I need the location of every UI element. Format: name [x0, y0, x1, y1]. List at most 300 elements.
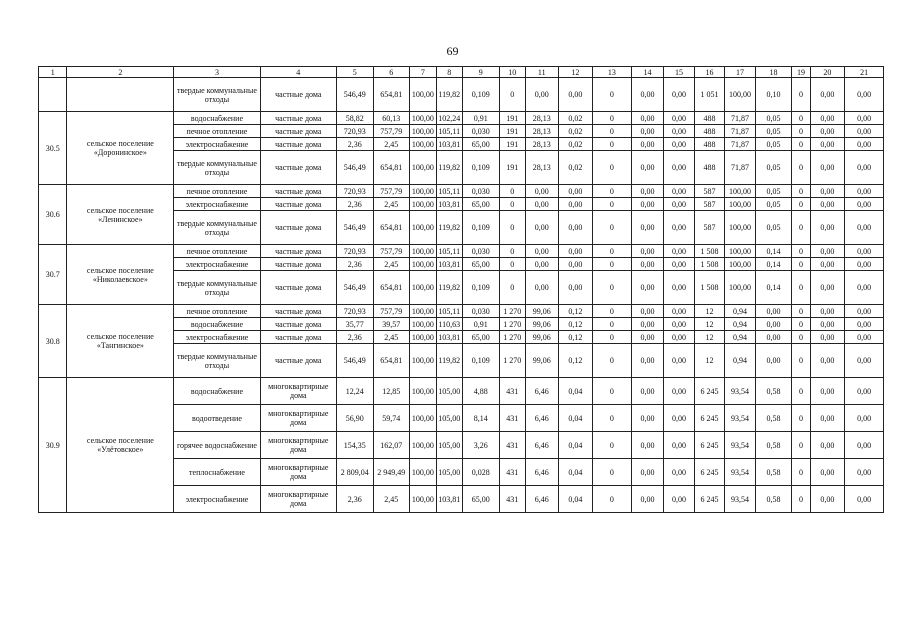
value-cell: 2 949,49	[373, 459, 410, 486]
value-cell: 12	[694, 318, 725, 331]
value-cell: 0,02	[558, 125, 593, 138]
value-cell: 0	[792, 211, 810, 245]
value-cell: 105,11	[436, 125, 462, 138]
service-name: твердые коммунальные отходы	[174, 211, 260, 245]
value-cell: 488	[694, 125, 725, 138]
housing-type: многоквартирные дома	[260, 486, 336, 513]
value-cell: 0,00	[631, 405, 664, 432]
value-cell: 0,00	[755, 305, 792, 318]
value-cell: 100,00	[410, 459, 436, 486]
value-cell: 0	[499, 245, 525, 258]
value-cell: 0,00	[845, 112, 884, 125]
value-cell: 0,00	[845, 245, 884, 258]
value-cell: 60,13	[373, 112, 410, 125]
value-cell: 0,00	[631, 125, 664, 138]
housing-type: частные дома	[260, 211, 336, 245]
value-cell: 0,94	[725, 305, 756, 318]
value-cell: 100,00	[410, 486, 436, 513]
value-cell: 58,82	[336, 112, 373, 125]
service-name: водоснабжение	[174, 318, 260, 331]
value-cell: 65,00	[462, 486, 499, 513]
column-number: 17	[725, 67, 756, 78]
value-cell: 488	[694, 138, 725, 151]
value-cell: 6 245	[694, 486, 725, 513]
value-cell: 12,24	[336, 378, 373, 405]
value-cell: 0,00	[810, 271, 845, 305]
value-cell: 0,94	[725, 331, 756, 344]
value-cell: 0,05	[755, 125, 792, 138]
value-cell: 0,00	[810, 245, 845, 258]
value-cell: 0	[593, 245, 632, 258]
service-name: электроснабжение	[174, 331, 260, 344]
value-cell: 0,94	[725, 318, 756, 331]
value-cell: 3,26	[462, 432, 499, 459]
value-cell: 587	[694, 211, 725, 245]
value-cell: 0	[593, 151, 632, 185]
value-cell: 0	[792, 151, 810, 185]
value-cell: 0,58	[755, 432, 792, 459]
value-cell: 0,00	[810, 151, 845, 185]
value-cell: 6,46	[526, 432, 559, 459]
value-cell: 0,00	[631, 198, 664, 211]
value-cell: 0,00	[558, 78, 593, 112]
value-cell: 0,00	[631, 331, 664, 344]
value-cell: 71,87	[725, 125, 756, 138]
value-cell: 0,00	[631, 459, 664, 486]
value-cell: 0,00	[526, 78, 559, 112]
value-cell: 0,00	[558, 211, 593, 245]
value-cell: 71,87	[725, 138, 756, 151]
housing-type: частные дома	[260, 318, 336, 331]
value-cell: 0,109	[462, 78, 499, 112]
value-cell: 93,54	[725, 432, 756, 459]
value-cell: 28,13	[526, 125, 559, 138]
value-cell: 2,36	[336, 198, 373, 211]
value-cell: 0	[593, 125, 632, 138]
column-number: 1	[39, 67, 67, 78]
value-cell: 0,00	[810, 78, 845, 112]
value-cell: 0,00	[664, 185, 695, 198]
value-cell: 0	[593, 305, 632, 318]
value-cell: 1 270	[499, 344, 525, 378]
value-cell: 0,58	[755, 459, 792, 486]
value-cell: 191	[499, 112, 525, 125]
value-cell: 488	[694, 112, 725, 125]
value-cell: 191	[499, 138, 525, 151]
value-cell: 0,00	[631, 305, 664, 318]
value-cell: 119,82	[436, 271, 462, 305]
value-cell: 0,00	[664, 459, 695, 486]
value-cell: 431	[499, 405, 525, 432]
value-cell: 0,00	[664, 405, 695, 432]
settlement-name: сельское поселение «Улётовское»	[67, 378, 174, 513]
service-name: твердые коммунальные отходы	[174, 344, 260, 378]
value-cell: 0,00	[631, 151, 664, 185]
table-row	[39, 305, 884, 318]
value-cell: 100,00	[725, 185, 756, 198]
value-cell: 1 508	[694, 258, 725, 271]
housing-type: частные дома	[260, 125, 336, 138]
service-name: печное отопление	[174, 245, 260, 258]
value-cell: 0,00	[845, 459, 884, 486]
value-cell: 100,00	[725, 271, 756, 305]
value-cell: 0,00	[558, 245, 593, 258]
value-cell: 431	[499, 486, 525, 513]
value-cell: 0	[593, 258, 632, 271]
value-cell: 99,06	[526, 331, 559, 344]
value-cell: 100,00	[410, 151, 436, 185]
value-cell: 100,00	[410, 305, 436, 318]
value-cell: 2,36	[336, 138, 373, 151]
value-cell: 2,45	[373, 331, 410, 344]
housing-type: многоквартирные дома	[260, 405, 336, 432]
value-cell: 488	[694, 151, 725, 185]
value-cell: 0,00	[631, 318, 664, 331]
value-cell: 0,109	[462, 211, 499, 245]
value-cell: 12	[694, 331, 725, 344]
value-cell: 0,00	[845, 271, 884, 305]
value-cell: 1 270	[499, 318, 525, 331]
value-cell: 0,00	[845, 125, 884, 138]
value-cell: 0,05	[755, 151, 792, 185]
value-cell: 56,90	[336, 405, 373, 432]
value-cell: 0,00	[526, 245, 559, 258]
tariff-table	[38, 66, 884, 513]
value-cell: 6 245	[694, 405, 725, 432]
value-cell: 0	[792, 405, 810, 432]
value-cell: 0,00	[664, 198, 695, 211]
value-cell: 0	[593, 185, 632, 198]
value-cell: 0,00	[810, 305, 845, 318]
value-cell: 2,36	[336, 486, 373, 513]
value-cell: 0	[792, 271, 810, 305]
value-cell: 65,00	[462, 138, 499, 151]
service-name: электроснабжение	[174, 258, 260, 271]
value-cell: 0,00	[664, 305, 695, 318]
value-cell: 0,00	[558, 185, 593, 198]
value-cell: 0,00	[664, 432, 695, 459]
housing-type: частные дома	[260, 151, 336, 185]
value-cell: 100,00	[725, 245, 756, 258]
value-cell: 0,00	[631, 185, 664, 198]
service-name: теплоснабжение	[174, 459, 260, 486]
value-cell: 546,49	[336, 78, 373, 112]
value-cell: 0,00	[631, 486, 664, 513]
value-cell: 100,00	[725, 198, 756, 211]
value-cell: 0	[792, 138, 810, 151]
value-cell: 654,81	[373, 151, 410, 185]
value-cell: 654,81	[373, 344, 410, 378]
value-cell: 93,54	[725, 405, 756, 432]
value-cell: 100,00	[725, 258, 756, 271]
housing-type: частные дома	[260, 78, 336, 112]
value-cell: 720,93	[336, 305, 373, 318]
service-name: водоотведение	[174, 405, 260, 432]
value-cell: 0,00	[664, 271, 695, 305]
value-cell: 0,00	[526, 258, 559, 271]
settlement-number: 30.8	[39, 305, 67, 378]
value-cell: 0,05	[755, 185, 792, 198]
value-cell: 1 270	[499, 331, 525, 344]
column-number: 4	[260, 67, 336, 78]
value-cell: 2,36	[336, 331, 373, 344]
value-cell: 99,06	[526, 318, 559, 331]
value-cell: 0	[593, 112, 632, 125]
service-name: электроснабжение	[174, 138, 260, 151]
value-cell: 100,00	[410, 185, 436, 198]
value-cell: 0,04	[558, 378, 593, 405]
value-cell: 0,00	[845, 198, 884, 211]
value-cell: 0	[792, 125, 810, 138]
value-cell: 0,00	[845, 211, 884, 245]
value-cell: 100,00	[410, 378, 436, 405]
value-cell: 0,030	[462, 185, 499, 198]
value-cell: 191	[499, 125, 525, 138]
value-cell: 1 051	[694, 78, 725, 112]
value-cell: 0,00	[810, 318, 845, 331]
value-cell: 39,57	[373, 318, 410, 331]
settlement-number: 30.9	[39, 378, 67, 513]
value-cell: 65,00	[462, 258, 499, 271]
value-cell: 587	[694, 198, 725, 211]
value-cell: 0,00	[845, 378, 884, 405]
value-cell: 105,11	[436, 245, 462, 258]
housing-type: частные дома	[260, 245, 336, 258]
value-cell: 0	[792, 378, 810, 405]
value-cell: 100,00	[410, 138, 436, 151]
value-cell: 0,14	[755, 258, 792, 271]
value-cell: 0	[792, 331, 810, 344]
value-cell: 0,00	[526, 185, 559, 198]
value-cell: 0,04	[558, 432, 593, 459]
value-cell: 100,00	[410, 405, 436, 432]
column-number: 18	[755, 67, 792, 78]
value-cell: 0,00	[664, 211, 695, 245]
value-cell: 2,45	[373, 198, 410, 211]
settlement-name: сельское поселение «Доронинское»	[67, 112, 174, 185]
column-number: 15	[664, 67, 695, 78]
value-cell: 0,030	[462, 125, 499, 138]
value-cell: 0,00	[810, 459, 845, 486]
value-cell: 431	[499, 432, 525, 459]
value-cell: 0	[593, 271, 632, 305]
value-cell: 431	[499, 459, 525, 486]
value-cell: 0,00	[810, 378, 845, 405]
value-cell: 0,00	[845, 185, 884, 198]
column-number: 13	[593, 67, 632, 78]
service-name: электроснабжение	[174, 486, 260, 513]
value-cell: 0,02	[558, 138, 593, 151]
column-number: 21	[845, 67, 884, 78]
value-cell: 93,54	[725, 378, 756, 405]
value-cell: 0	[499, 78, 525, 112]
value-cell: 35,77	[336, 318, 373, 331]
value-cell: 0,00	[526, 211, 559, 245]
value-cell: 103,81	[436, 486, 462, 513]
value-cell: 757,79	[373, 125, 410, 138]
value-cell: 0,00	[810, 405, 845, 432]
value-cell: 546,49	[336, 344, 373, 378]
value-cell: 0	[593, 344, 632, 378]
value-cell: 0,04	[558, 486, 593, 513]
value-cell: 28,13	[526, 138, 559, 151]
value-cell: 1 508	[694, 271, 725, 305]
table-row	[39, 78, 884, 112]
value-cell: 1 508	[694, 245, 725, 258]
value-cell: 0,00	[845, 486, 884, 513]
value-cell: 0	[499, 198, 525, 211]
value-cell: 0,00	[664, 78, 695, 112]
value-cell: 0,00	[631, 112, 664, 125]
value-cell: 0,00	[810, 125, 845, 138]
value-cell: 65,00	[462, 198, 499, 211]
value-cell: 0,00	[810, 211, 845, 245]
value-cell: 0,00	[845, 151, 884, 185]
housing-type: частные дома	[260, 185, 336, 198]
value-cell: 102,24	[436, 112, 462, 125]
value-cell: 0	[593, 459, 632, 486]
value-cell: 28,13	[526, 151, 559, 185]
value-cell: 4,88	[462, 378, 499, 405]
value-cell: 546,49	[336, 151, 373, 185]
value-cell: 0,00	[810, 198, 845, 211]
value-cell: 0,00	[810, 138, 845, 151]
value-cell: 0,00	[631, 344, 664, 378]
value-cell: 0,00	[810, 258, 845, 271]
value-cell: 0,58	[755, 486, 792, 513]
column-number: 5	[336, 67, 373, 78]
value-cell: 100,00	[410, 432, 436, 459]
value-cell: 100,00	[410, 198, 436, 211]
value-cell: 110,63	[436, 318, 462, 331]
service-name: твердые коммунальные отходы	[174, 78, 260, 112]
value-cell: 0,00	[845, 78, 884, 112]
service-name: твердые коммунальные отходы	[174, 271, 260, 305]
service-name: электроснабжение	[174, 198, 260, 211]
value-cell: 0,00	[631, 245, 664, 258]
value-cell: 103,81	[436, 258, 462, 271]
housing-type: многоквартирные дома	[260, 378, 336, 405]
value-cell: 0	[792, 78, 810, 112]
value-cell: 6 245	[694, 432, 725, 459]
value-cell: 6,46	[526, 378, 559, 405]
value-cell: 103,81	[436, 198, 462, 211]
value-cell: 0,05	[755, 138, 792, 151]
value-cell: 105,11	[436, 305, 462, 318]
value-cell: 0,00	[845, 138, 884, 151]
value-cell: 0	[792, 245, 810, 258]
column-number: 6	[373, 67, 410, 78]
value-cell: 0,00	[845, 331, 884, 344]
value-cell: 757,79	[373, 185, 410, 198]
value-cell: 0,58	[755, 405, 792, 432]
value-cell: 100,00	[410, 331, 436, 344]
value-cell: 105,00	[436, 459, 462, 486]
housing-type: частные дома	[260, 305, 336, 318]
value-cell: 6 245	[694, 459, 725, 486]
value-cell: 654,81	[373, 211, 410, 245]
settlement-name: сельское поселение «Ленинское»	[67, 185, 174, 245]
value-cell: 0,05	[755, 211, 792, 245]
value-cell: 2,45	[373, 486, 410, 513]
value-cell: 2,45	[373, 138, 410, 151]
value-cell: 0,00	[845, 405, 884, 432]
value-cell: 71,87	[725, 112, 756, 125]
value-cell: 0,12	[558, 331, 593, 344]
value-cell: 0,109	[462, 151, 499, 185]
value-cell: 0,00	[631, 271, 664, 305]
value-cell: 0	[499, 258, 525, 271]
column-number: 19	[792, 67, 810, 78]
value-cell: 2,45	[373, 258, 410, 271]
value-cell: 0,12	[558, 305, 593, 318]
column-number: 2	[67, 67, 174, 78]
value-cell: 0	[792, 486, 810, 513]
value-cell: 6,46	[526, 405, 559, 432]
value-cell: 1 270	[499, 305, 525, 318]
value-cell: 757,79	[373, 305, 410, 318]
housing-type: многоквартирные дома	[260, 432, 336, 459]
value-cell: 12	[694, 305, 725, 318]
settlement-name: сельское поселение «Тангинское»	[67, 305, 174, 378]
value-cell: 6,46	[526, 459, 559, 486]
value-cell: 0,00	[631, 258, 664, 271]
column-number: 10	[499, 67, 525, 78]
housing-type: частные дома	[260, 138, 336, 151]
value-cell: 12	[694, 344, 725, 378]
housing-type: частные дома	[260, 271, 336, 305]
table-row	[39, 245, 884, 258]
service-name: водоснабжение	[174, 112, 260, 125]
page-number: 69	[446, 44, 459, 58]
value-cell: 0	[792, 198, 810, 211]
value-cell: 105,00	[436, 405, 462, 432]
value-cell: 100,00	[410, 318, 436, 331]
value-cell: 0	[593, 198, 632, 211]
value-cell: 0,00	[755, 331, 792, 344]
value-cell: 0,02	[558, 151, 593, 185]
table-row	[39, 378, 884, 405]
value-cell: 0,04	[558, 405, 593, 432]
value-cell: 0,00	[631, 138, 664, 151]
column-number: 12	[558, 67, 593, 78]
value-cell: 0	[593, 405, 632, 432]
value-cell: 0	[792, 258, 810, 271]
service-name: печное отопление	[174, 305, 260, 318]
settlement-number: 30.7	[39, 245, 67, 305]
value-cell: 100,00	[725, 78, 756, 112]
value-cell: 0,91	[462, 112, 499, 125]
value-cell: 0	[792, 185, 810, 198]
value-cell: 0,00	[810, 486, 845, 513]
value-cell: 0,00	[558, 271, 593, 305]
service-name: водоснабжение	[174, 378, 260, 405]
value-cell: 546,49	[336, 211, 373, 245]
value-cell: 154,35	[336, 432, 373, 459]
value-cell: 0,00	[631, 211, 664, 245]
settlement-number: 30.5	[39, 112, 67, 185]
value-cell: 0,14	[755, 245, 792, 258]
value-cell: 12,85	[373, 378, 410, 405]
value-cell: 587	[694, 185, 725, 198]
value-cell: 0,00	[664, 245, 695, 258]
value-cell: 654,81	[373, 271, 410, 305]
value-cell: 100,00	[410, 211, 436, 245]
column-number: 9	[462, 67, 499, 78]
value-cell: 103,81	[436, 138, 462, 151]
column-number: 8	[436, 67, 462, 78]
value-cell: 0,00	[526, 198, 559, 211]
